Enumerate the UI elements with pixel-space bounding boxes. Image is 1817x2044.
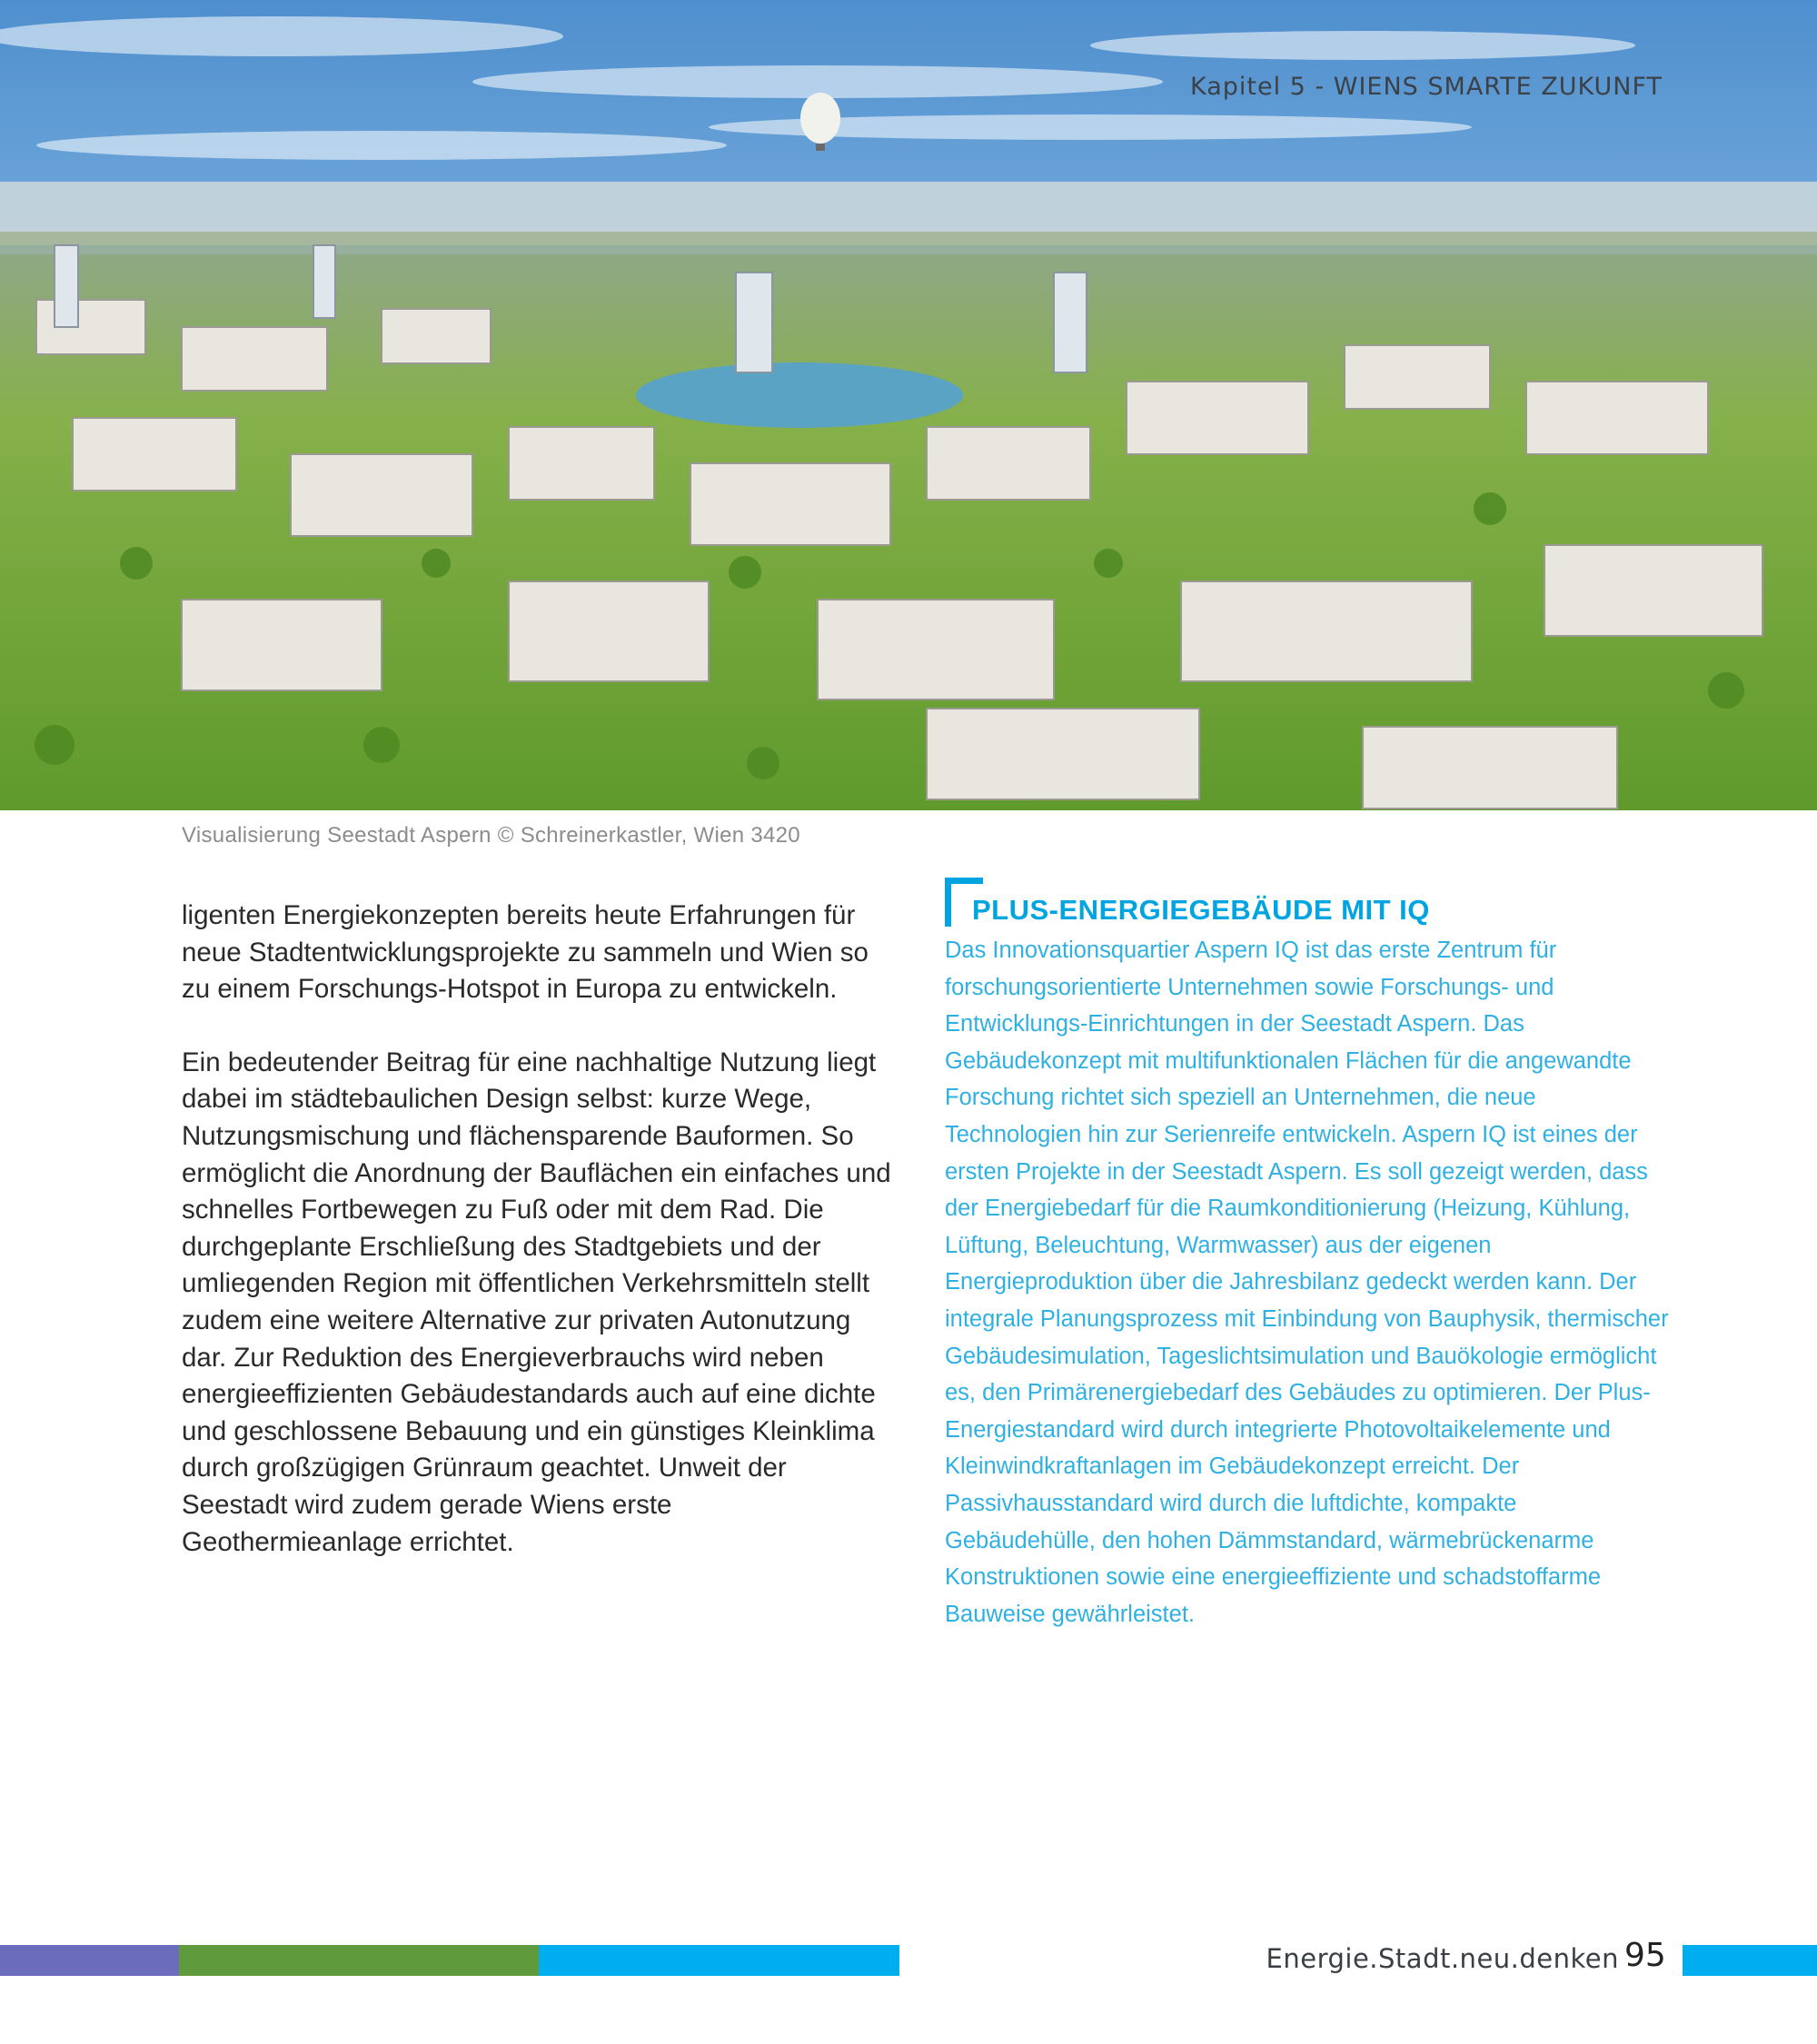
hero-image (0, 0, 1817, 810)
footer-bar-purple (0, 1945, 179, 1976)
city-rendering (0, 0, 1817, 810)
footer-bar-right (1683, 1945, 1817, 1976)
infobox-heading (945, 878, 1672, 928)
infobox-heading-text: PLUS-ENERGIEGEBÄUDE MIT IQ (972, 894, 1430, 926)
footer-bar-blue (539, 1945, 899, 1976)
footer-bar-green (179, 1945, 539, 1976)
infobox-text: Das Innovationsquartier Aspern IQ ist das erste Zentrum für forschungsorientierte Unternehmen sowie Forschungs- und Entwicklungs-Einrichtungen in der Seestadt Aspern. Das Gebäudekonzept mit multifunktionalen Flächen für die angewandte Forschung richtet sich speziell an Unternehmen, die neue Technologien hin zur Serienreife entwickeln. Aspern IQ ist eines der ersten Projekte in der Seestadt Aspern. Es soll gezeigt werden, dass der Energiebedarf für die Raumkonditionierung (Heizung, Kühlung, Lüftung, Beleuchtung, Warmwasser) aus der eigenen Energieproduktion über die Jahresbilanz gedeckt werden kann. Der integrale Planungsprozess mit Einbindung von Bauphysik, thermischer Gebäudesimulation, Tageslichtsimulation und Bauökologie ermöglicht es, den Primärenergiebedarf des Gebäudes zu optimieren. Der Plus-Energiestandard wird durch integrierte Photovoltaikelemente und Kleinwindkraftanlagen im Gebäudekonzept erreicht. Der Passivhausstandard wird durch die luftdichte, kompakte Gebäudehülle, den hohen Dämmstandard, wärmebrückenarme Konstruktionen sowie eine energieeffiziente und schadstoffarme Bauweise gewährleistet. (945, 938, 1669, 1627)
bracket-icon (945, 878, 983, 927)
main-text (182, 898, 899, 1597)
paragraph: ligenten Energiekonzepten bereits heute Erfahrungen für neue Stadtentwicklungsprojekte zu sammeln und Wien so zu einem Forschungs-Hotspot in Europa zu entwickeln. (182, 900, 869, 1005)
infobox (945, 878, 1672, 1632)
paragraph: Ein bedeutender Beitrag für eine nachhaltige Nutzung liegt dabei im städtebaulichen Design selbst: kurze Wege, Nutzungsmischung und flächensparende Bauformen. So ermöglicht die Anordnung der Bauflächen ein einfaches und schnelles Fortbewegen zu Fuß oder mit dem Rad. Die durchgeplante Erschließung des Stadtgebiets und der umliegenden Region mit öffentlichen Verkehrsmitteln stellt zudem eine weitere Alternative zur privaten Autonutzung dar. Zur Reduktion des Energieverbrauchs wird neben energieeffizienten Gebäudestandards auch auf eine dichte und geschlossene Bebauung und ein günstiges Kleinklima durch großzügigen Grünraum geachtet. Unweit der Seestadt wird zudem gerade Wiens erste Geothermieanlage errichtet. (182, 1047, 891, 1557)
footer-title: Energie.Stadt.neu.denken (1266, 1943, 1619, 1974)
chapter-label: Kapitel 5 - WIENS SMARTE ZUKUNFT (1189, 73, 1663, 101)
page-number: 95 (1624, 1937, 1666, 1974)
image-caption: Visualisierung Seestadt Aspern © Schreinerkastler, Wien 3420 (182, 823, 800, 848)
